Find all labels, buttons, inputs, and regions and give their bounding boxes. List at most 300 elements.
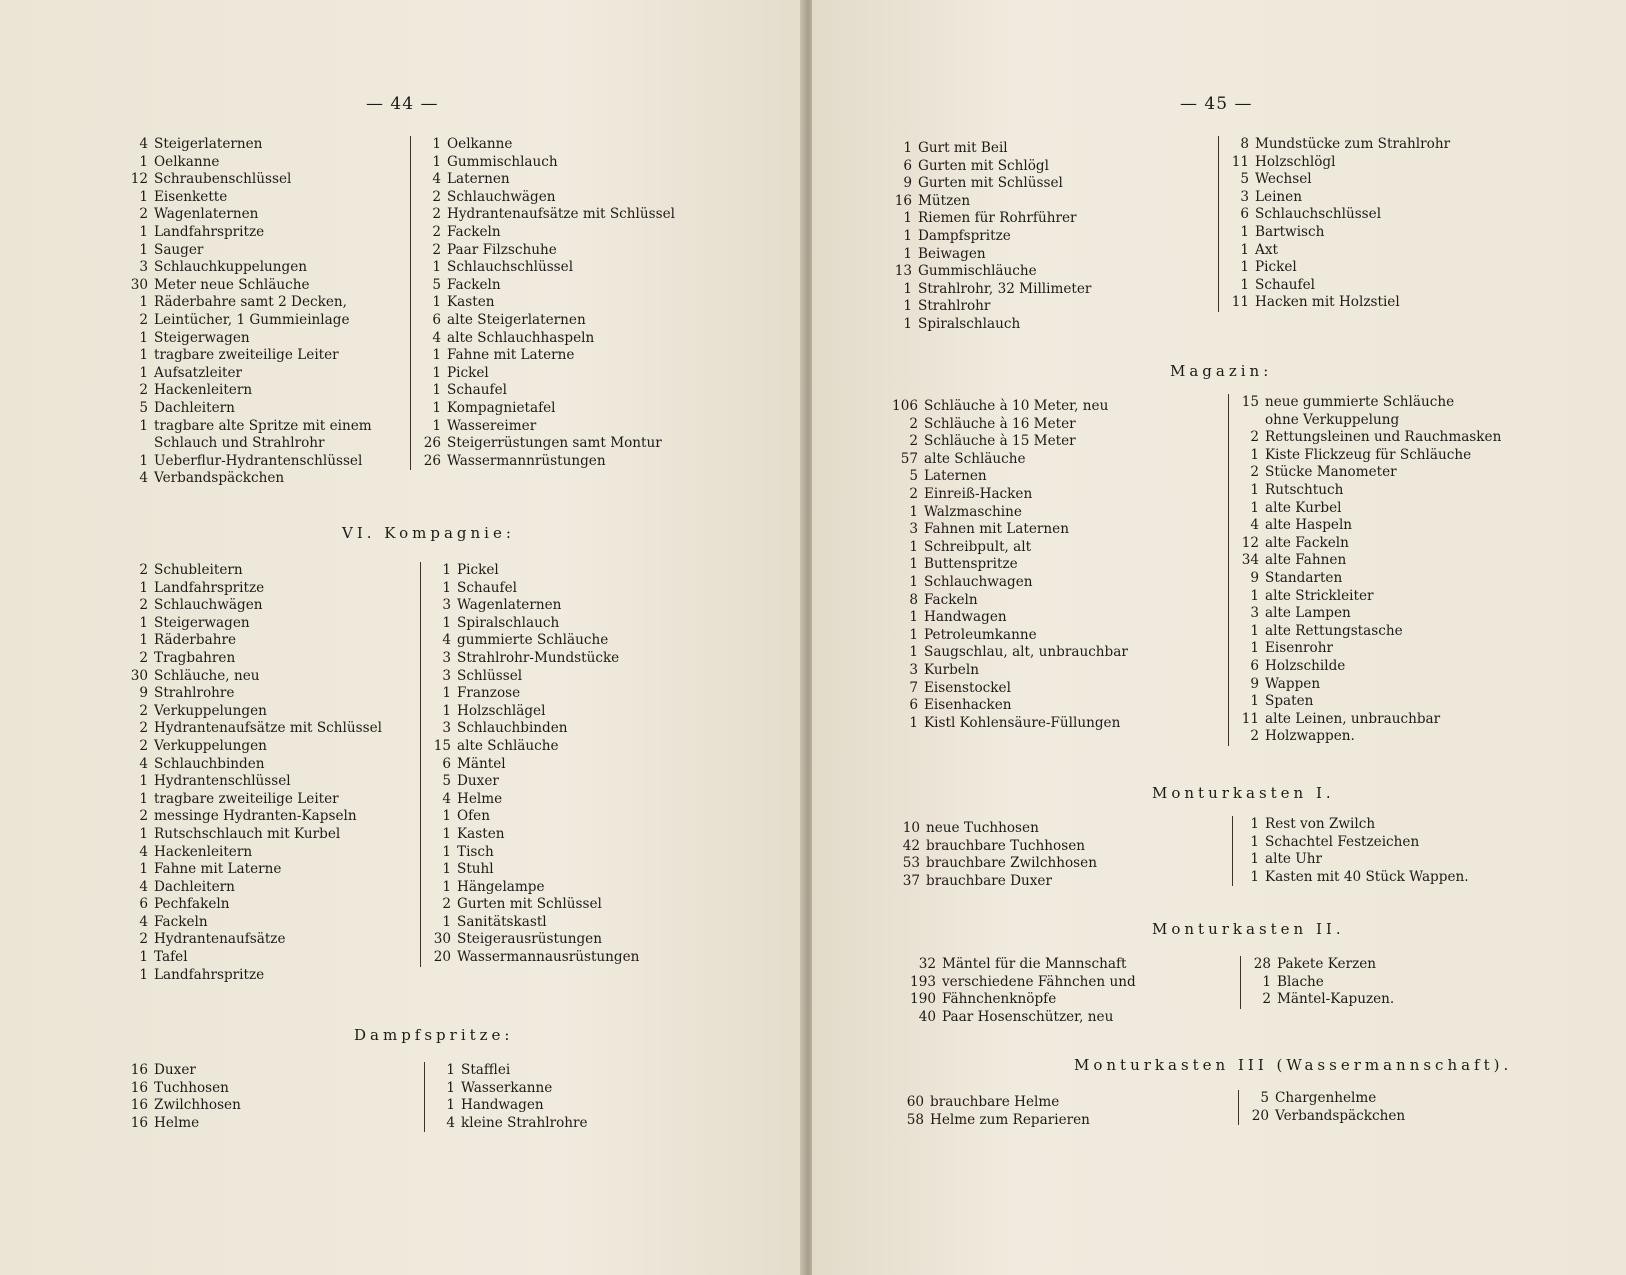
- item-quantity: 1: [139, 223, 148, 240]
- item-quantity: 3: [442, 667, 451, 684]
- item-quantity: 1: [139, 773, 148, 790]
- item-name: Wagenlaternen: [154, 206, 259, 223]
- inventory-row: [890, 281, 1091, 299]
- inventory-row: [890, 193, 1091, 211]
- item-quantity: 1: [442, 685, 451, 702]
- inventory-row: [1227, 277, 1450, 295]
- item-quantity: 1: [139, 614, 148, 631]
- item-quantity: 5: [432, 276, 441, 293]
- item-name: Steigerwagen: [154, 329, 250, 346]
- inventory-row: [118, 562, 382, 580]
- inventory-row: [1241, 869, 1469, 887]
- inventory-row: [118, 1097, 241, 1115]
- inventory-row: [118, 773, 382, 791]
- item-name: Franzose: [457, 685, 521, 702]
- item-quantity: 30: [130, 276, 148, 293]
- inventory-row: [118, 632, 382, 650]
- inventory-row: [419, 294, 675, 312]
- inventory-row: [118, 259, 372, 277]
- inventory-row: [1237, 482, 1501, 500]
- item-quantity: 1: [442, 825, 451, 842]
- item-name: Hydrantenaufsätze mit Schlüssel: [447, 206, 675, 223]
- item-name: brauchbare Zwilchhosen: [926, 855, 1097, 872]
- item-quantity: 1: [432, 364, 441, 381]
- item-name: Hängelampe: [457, 878, 545, 895]
- item-quantity: 1: [1262, 973, 1271, 990]
- inventory-list: [118, 1062, 241, 1132]
- item-quantity: 1: [909, 538, 918, 555]
- inventory-row: [118, 435, 372, 453]
- item-name: Stuhl: [457, 861, 494, 878]
- item-name: Stücke Manometer: [1265, 464, 1397, 481]
- inventory-row: [1227, 259, 1450, 277]
- item-name: Einreiß-Hacken: [924, 485, 1033, 502]
- item-quantity: 1: [139, 417, 148, 434]
- item-name: Steigerausrüstungen: [457, 931, 602, 948]
- inventory-row: [118, 949, 382, 967]
- inventory-row: [890, 228, 1091, 246]
- inventory-row: [884, 662, 1128, 680]
- item-quantity: 8: [1240, 136, 1249, 152]
- inventory-row: [429, 808, 639, 826]
- item-quantity: 3: [442, 649, 451, 666]
- item-quantity: 1: [909, 609, 918, 626]
- item-quantity: 3: [1250, 605, 1259, 622]
- item-name: tragbare alte Spritze mit einem: [154, 417, 372, 434]
- item-quantity: 1: [1240, 276, 1249, 293]
- item-name: alte Lampen: [1265, 605, 1351, 622]
- item-name: Fackeln: [447, 276, 501, 293]
- inventory-row: [419, 224, 675, 242]
- item-quantity: 1: [1240, 241, 1249, 258]
- item-name: Sauger: [154, 241, 204, 258]
- inventory-row: [884, 451, 1128, 469]
- item-name: Schlauch und Strahlrohr: [154, 435, 325, 452]
- item-name: Wassermannrüstungen: [447, 452, 606, 469]
- item-name: Schlauchschlüssel: [1255, 206, 1382, 223]
- item-quantity: 2: [139, 649, 148, 666]
- section-title-dampfspritze: Dampfspritze:: [354, 1026, 514, 1044]
- item-name: Verkuppelungen: [154, 737, 267, 754]
- inventory-row: [419, 382, 675, 400]
- inventory-row: [118, 615, 382, 633]
- inventory-row: [1237, 658, 1501, 676]
- item-name: Verbandspäckchen: [1275, 1107, 1406, 1124]
- inventory-row: [1237, 500, 1501, 518]
- item-name: Leinen: [1255, 188, 1302, 205]
- inventory-row: [118, 738, 382, 756]
- inventory-row: [433, 1080, 588, 1098]
- item-name: Schlauchwägen: [447, 188, 556, 205]
- item-name: Oelkanne: [154, 153, 220, 170]
- inventory-row: [118, 347, 372, 365]
- item-quantity: 2: [139, 737, 148, 754]
- item-name: Helme: [154, 1114, 200, 1131]
- item-quantity: 1: [446, 1062, 455, 1078]
- item-quantity: 1: [442, 702, 451, 719]
- inventory-row: [429, 896, 639, 914]
- inventory-row: [433, 1062, 588, 1080]
- item-name: Handwagen: [461, 1097, 544, 1114]
- item-name: Duxer: [457, 773, 499, 790]
- item-name: Eisenstockel: [924, 679, 1011, 696]
- item-quantity: 1: [1250, 868, 1259, 885]
- item-name: Strahlrohre: [154, 685, 235, 702]
- inventory-row: [429, 826, 639, 844]
- item-quantity: 4: [442, 790, 451, 807]
- inventory-row: [884, 521, 1128, 539]
- item-quantity: 2: [1250, 429, 1259, 446]
- item-name: Eisenrohr: [1265, 640, 1333, 657]
- item-name: Spaten: [1265, 693, 1314, 710]
- inventory-row: [118, 703, 382, 721]
- item-name: Paar Filzschuhe: [447, 241, 557, 258]
- item-quantity: 1: [442, 878, 451, 895]
- item-quantity: 1: [1250, 481, 1259, 498]
- inventory-row: [419, 242, 675, 260]
- inventory-row: [118, 470, 372, 488]
- inventory-row: [429, 949, 639, 967]
- item-quantity: 11: [1231, 294, 1249, 311]
- inventory-row: [1249, 956, 1394, 974]
- inventory-row: [429, 844, 639, 862]
- item-quantity: 57: [900, 450, 918, 467]
- item-quantity: 9: [1250, 569, 1259, 586]
- item-name: brauchbare Duxer: [926, 872, 1052, 889]
- item-quantity: 1: [139, 949, 148, 966]
- inventory-row: [419, 259, 675, 277]
- item-quantity: 6: [139, 896, 148, 913]
- inventory-row: [898, 1094, 1090, 1112]
- item-name: Schraubenschlüssel: [154, 171, 292, 188]
- inventory-row: [1237, 693, 1501, 711]
- item-quantity: 16: [130, 1114, 148, 1131]
- item-name: Buttenspritze: [924, 556, 1018, 573]
- inventory-row: [884, 556, 1128, 574]
- inventory-row: [902, 956, 1136, 974]
- inventory-row: [1241, 834, 1469, 852]
- item-name: Sanitätskastl: [457, 913, 547, 930]
- inventory-row: [429, 632, 639, 650]
- item-name: Petroleumkanne: [924, 626, 1037, 643]
- item-name: Fahne mit Laterne: [154, 861, 282, 878]
- item-quantity: 16: [130, 1079, 148, 1096]
- section-title-monturkasten-3: Monturkasten III (Wassermannschaft).: [1074, 1056, 1513, 1074]
- inventory-row: [1227, 189, 1450, 207]
- inventory-row: [1237, 535, 1501, 553]
- item-quantity: 1: [903, 140, 912, 156]
- item-quantity: 32: [918, 956, 936, 972]
- inventory-row: [419, 418, 675, 436]
- item-quantity: 1: [432, 382, 441, 399]
- inventory-row: [429, 738, 639, 756]
- item-name: Leintücher, 1 Gummieinlage: [154, 311, 350, 328]
- item-name: Eisenkette: [154, 188, 228, 205]
- item-quantity: 1: [1250, 622, 1259, 639]
- item-name: Schläuche à 15 Meter: [924, 433, 1076, 450]
- item-quantity: 2: [1262, 991, 1271, 1008]
- item-quantity: 1: [1250, 587, 1259, 604]
- inventory-list: [118, 136, 372, 488]
- item-name: Schaufel: [1255, 276, 1315, 293]
- inventory-row: [1227, 171, 1450, 189]
- item-quantity: 1: [432, 399, 441, 416]
- item-name: alte Strickleiter: [1265, 587, 1374, 604]
- item-name: neue Tuchhosen: [926, 820, 1039, 836]
- item-quantity: 1: [909, 556, 918, 573]
- item-quantity: 8: [909, 591, 918, 608]
- item-name: Steigerlaternen: [154, 136, 263, 152]
- inventory-row: [898, 1112, 1090, 1130]
- inventory-row: [1227, 206, 1450, 224]
- item-name: Dachleitern: [154, 399, 235, 416]
- inventory-row: [118, 967, 382, 985]
- item-quantity: 16: [894, 192, 912, 209]
- item-quantity: 1: [903, 315, 912, 332]
- item-name: Schaufel: [457, 579, 517, 596]
- inventory-row: [1227, 136, 1450, 154]
- item-quantity: 1: [909, 644, 918, 661]
- inventory-row: [884, 680, 1128, 698]
- inventory-row: [118, 136, 372, 154]
- item-quantity: 11: [1241, 710, 1259, 727]
- item-name: Schlauchbinden: [457, 720, 568, 737]
- inventory-row: [429, 914, 639, 932]
- item-name: Pickel: [457, 562, 499, 578]
- item-name: Kompagnietafel: [447, 399, 556, 416]
- item-name: alte Schläuche: [924, 450, 1026, 467]
- item-name: Gurten mit Schlögl: [918, 157, 1049, 174]
- right-page: [812, 0, 1626, 1275]
- inventory-row: [118, 826, 382, 844]
- item-name: Fackeln: [447, 223, 501, 240]
- inventory-list: [1228, 394, 1501, 746]
- inventory-row: [1237, 640, 1501, 658]
- item-name: Kasten mit 40 Stück Wappen.: [1265, 868, 1469, 885]
- item-name: Landfahrspritze: [154, 223, 265, 240]
- item-name: Paar Hosenschützer, neu: [942, 1008, 1114, 1025]
- inventory-list: [420, 562, 639, 967]
- item-name: Zwilchhosen: [154, 1097, 241, 1114]
- inventory-row: [884, 574, 1128, 592]
- item-quantity: 6: [903, 157, 912, 174]
- item-name: Schubleitern: [154, 562, 243, 578]
- item-quantity: 1: [1250, 640, 1259, 657]
- inventory-row: [429, 703, 639, 721]
- inventory-row: [1237, 447, 1501, 465]
- inventory-row: [1227, 224, 1450, 242]
- inventory-row: [884, 416, 1128, 434]
- item-name: Mäntel für die Mannschaft: [942, 956, 1127, 972]
- item-quantity: 12: [130, 171, 148, 188]
- inventory-list: [890, 820, 1097, 890]
- item-name: Axt: [1255, 241, 1278, 258]
- item-name: Hackenleitern: [154, 382, 253, 399]
- item-name: Rutschschlauch mit Kurbel: [154, 825, 341, 842]
- item-name: alte Uhr: [1265, 851, 1322, 868]
- inventory-list: [898, 1094, 1090, 1129]
- item-quantity: 3: [909, 661, 918, 678]
- inventory-row: [429, 931, 639, 949]
- inventory-row: [419, 435, 675, 453]
- item-quantity: 1: [139, 188, 148, 205]
- inventory-row: [429, 668, 639, 686]
- item-quantity: 1: [432, 136, 441, 152]
- inventory-row: [118, 154, 372, 172]
- inventory-row: [429, 650, 639, 668]
- item-name: Gurten mit Schlüssel: [918, 175, 1063, 192]
- item-quantity: 2: [139, 382, 148, 399]
- item-quantity: 2: [432, 241, 441, 258]
- inventory-row: [118, 914, 382, 932]
- item-quantity: 2: [432, 206, 441, 223]
- item-name: Strahlrohr: [918, 298, 991, 315]
- item-quantity: 1: [1250, 446, 1259, 463]
- item-name: Fahne mit Laterne: [447, 347, 575, 364]
- inventory-row: [118, 896, 382, 914]
- item-quantity: 1: [1240, 259, 1249, 276]
- inventory-row: [118, 418, 372, 436]
- item-quantity: 5: [442, 773, 451, 790]
- item-quantity: 6: [432, 311, 441, 328]
- item-name: Oelkanne: [447, 136, 513, 152]
- item-quantity: 4: [139, 755, 148, 772]
- inventory-row: [884, 539, 1128, 557]
- item-name: Rest von Zwilch: [1265, 816, 1376, 832]
- item-name: Kistl Kohlensäure-Füllungen: [924, 714, 1121, 731]
- item-name: Fackeln: [924, 591, 978, 608]
- item-name: Schlauchwagen: [924, 573, 1033, 590]
- item-quantity: 15: [1241, 394, 1259, 410]
- item-quantity: 4: [139, 913, 148, 930]
- item-name: Kasten: [457, 825, 505, 842]
- inventory-row: [890, 175, 1091, 193]
- item-name: Schläuche à 16 Meter: [924, 415, 1076, 432]
- item-name: Tuchhosen: [154, 1079, 229, 1096]
- item-quantity: 1: [903, 298, 912, 315]
- item-name: Schläuche à 10 Meter, neu: [924, 398, 1109, 414]
- item-name: tragbare zweiteilige Leiter: [154, 790, 339, 807]
- item-name: alte Rettungstasche: [1265, 622, 1403, 639]
- item-quantity: 4: [139, 470, 148, 487]
- inventory-row: [890, 140, 1091, 158]
- inventory-row: [118, 1080, 241, 1098]
- inventory-row: [884, 715, 1128, 733]
- inventory-row: [118, 189, 372, 207]
- inventory-row: [429, 562, 639, 580]
- item-quantity: 2: [139, 206, 148, 223]
- section-title-magazin: Magazin:: [1170, 362, 1273, 380]
- item-quantity: 193: [910, 973, 936, 990]
- item-quantity: 2: [139, 562, 148, 578]
- item-name: Standarten: [1265, 569, 1343, 586]
- item-name: Landfahrspritze: [154, 579, 265, 596]
- inventory-row: [429, 861, 639, 879]
- item-name: Beiwagen: [918, 245, 986, 262]
- item-quantity: 20: [433, 949, 451, 966]
- item-name: Strahlrohr-Mundstücke: [457, 649, 620, 666]
- item-quantity: 6: [909, 697, 918, 714]
- item-quantity: 1: [1250, 851, 1259, 868]
- item-name: Walzmaschine: [924, 503, 1022, 520]
- inventory-list: [890, 140, 1091, 334]
- item-name: Strahlrohr, 32 Millimeter: [918, 280, 1092, 297]
- item-name: Steigerrüstungen samt Montur: [447, 435, 662, 452]
- inventory-list: [884, 398, 1128, 732]
- item-name: Wassereimer: [447, 417, 537, 434]
- item-name: Verbandspäckchen: [154, 470, 285, 487]
- item-name: Mäntel: [457, 755, 506, 772]
- item-name: Räderbahre: [154, 632, 237, 649]
- item-name: Dachleitern: [154, 878, 235, 895]
- item-quantity: 1: [442, 843, 451, 860]
- inventory-row: [429, 756, 639, 774]
- inventory-list: [902, 956, 1136, 1026]
- item-quantity: 1: [139, 632, 148, 649]
- item-quantity: 1: [442, 562, 451, 578]
- item-quantity: 16: [130, 1097, 148, 1114]
- inventory-row: [1249, 991, 1394, 1009]
- item-name: Steigerwagen: [154, 614, 250, 631]
- inventory-row: [884, 627, 1128, 645]
- inventory-row: [419, 400, 675, 418]
- item-quantity: 1: [1250, 693, 1259, 710]
- item-quantity: 1: [903, 210, 912, 227]
- inventory-list: [424, 1062, 588, 1132]
- item-quantity: 1: [139, 790, 148, 807]
- item-name: alte Fahnen: [1265, 552, 1347, 569]
- item-name: Fähnchenknöpfe: [942, 991, 1057, 1008]
- item-name: Kasten: [447, 294, 495, 311]
- inventory-row: [419, 330, 675, 348]
- item-quantity: 1: [909, 714, 918, 731]
- item-quantity: 190: [910, 991, 936, 1008]
- item-quantity: 4: [446, 1114, 455, 1131]
- item-name: Helme zum Reparieren: [930, 1111, 1090, 1128]
- item-quantity: 1: [139, 153, 148, 170]
- item-quantity: 1: [1250, 816, 1259, 832]
- item-quantity: 1: [1250, 499, 1259, 516]
- inventory-row: [419, 171, 675, 189]
- inventory-row: [429, 773, 639, 791]
- inventory-row: [884, 644, 1128, 662]
- item-quantity: 3: [442, 720, 451, 737]
- item-name: alte Leinen, unbrauchbar: [1265, 710, 1441, 727]
- item-quantity: 9: [1250, 675, 1259, 692]
- inventory-row: [419, 312, 675, 330]
- inventory-row: [890, 820, 1097, 838]
- item-quantity: 1: [139, 966, 148, 983]
- item-quantity: 1: [909, 503, 918, 520]
- item-quantity: 15: [433, 737, 451, 754]
- item-name: Schlauchwägen: [154, 597, 263, 614]
- item-name: Laternen: [447, 171, 510, 188]
- inventory-row: [884, 697, 1128, 715]
- item-name: Wappen: [1265, 675, 1321, 692]
- section-title-monturkasten-2: Monturkasten II.: [1152, 920, 1345, 938]
- item-quantity: 3: [909, 521, 918, 538]
- item-quantity: 2: [139, 311, 148, 328]
- inventory-row: [118, 224, 372, 242]
- item-quantity: 42: [902, 837, 920, 854]
- inventory-row: [118, 668, 382, 686]
- item-quantity: 4: [1250, 517, 1259, 534]
- item-quantity: 11: [1231, 153, 1249, 170]
- item-quantity: 2: [139, 808, 148, 825]
- inventory-row: [118, 453, 372, 471]
- item-name: Verkuppelungen: [154, 702, 267, 719]
- item-quantity: 1: [432, 153, 441, 170]
